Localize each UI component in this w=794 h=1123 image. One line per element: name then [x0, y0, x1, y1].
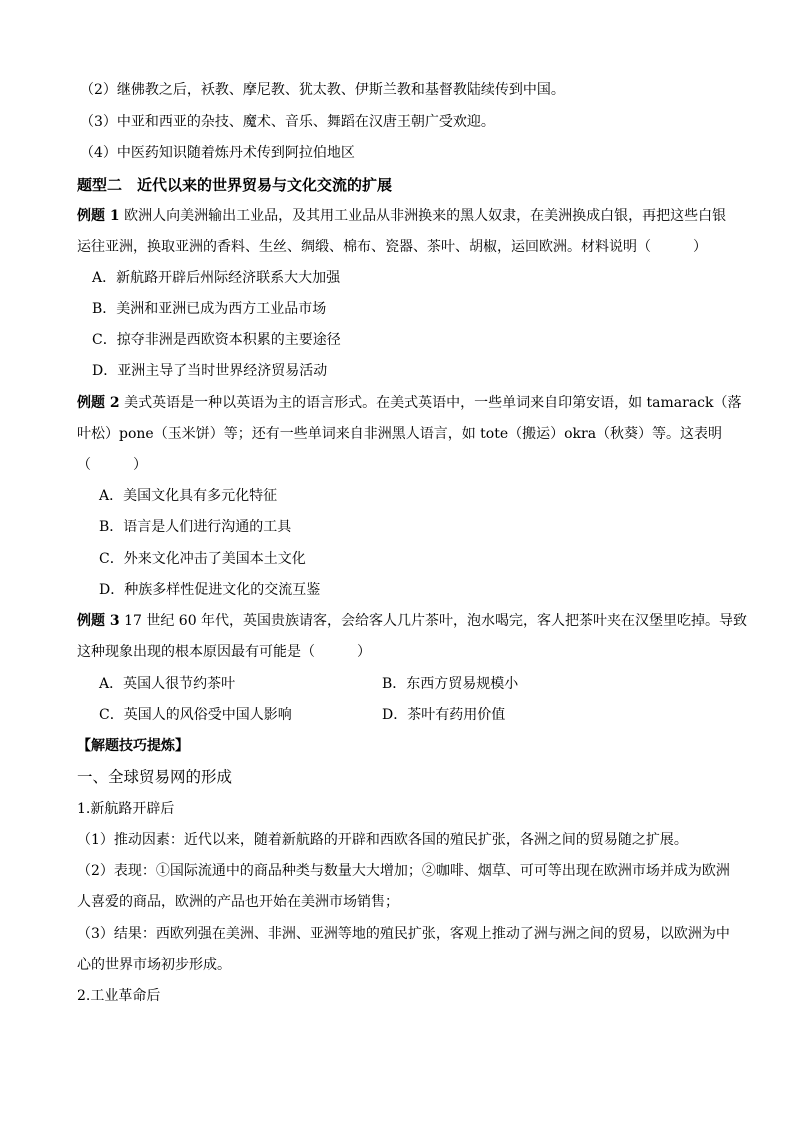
tips-point-2-line2: 人喜爱的商品，欧洲的产品也开始在美洲市场销售；	[77, 894, 399, 910]
example2-line3: （ ）	[77, 457, 147, 473]
tips-point-3-line1: （3）结果：西欧列强在美洲、非洲、亚洲等地的殖民扩张，客观上推动了洲与洲之间的贸易，以欧洲为中	[77, 926, 730, 942]
example1-line1	[77, 206, 726, 226]
example2-line2: 叶松）pone（玉米饼）等；还有一些单词来自非洲黑人语言，如 tote（搬运）okra（秋葵）等。这表明	[77, 426, 723, 442]
example1-line2: 运往亚洲，换取亚洲的香料、生丝、绸缎、棉布、瓷器、茶叶、胡椒，运回欧洲。材料说明（ ）	[77, 239, 707, 255]
example3-option-c: C．英国人的风俗受中国人影响	[99, 707, 292, 723]
example3-label: 例题 3	[77, 613, 120, 629]
prev-point-2: （2）继佛教之后，袄教、摩尼教、犹太教、伊斯兰教和基督教陆续传到中国。	[80, 82, 565, 98]
tips-point-2-line1: （2）表现：①国际流通中的商品种类与数量大大增加；②咖啡、烟草、可可等出现在欧洲市场并成为欧洲	[77, 863, 730, 879]
example3-text1: 17 世纪 60 年代，英国贵族请客，会给客人几片茶叶，泡水喝完，客人把茶叶夹在汉堡里吃掉。导致	[124, 613, 748, 629]
example2-option-a: A．美国文化具有多元化特征	[99, 488, 278, 504]
tips-point-3-line2: 心的世界市场初步形成。	[77, 957, 231, 973]
example1-label: 例题 1	[77, 208, 120, 224]
tips-subheading-1: 1.新航路开辟后	[77, 801, 175, 817]
example2-text1: 美式英语是一种以英语为主的语言形式。在美式英语中，一些单词来自印第安语，如 tamarack（落	[124, 395, 742, 411]
example3-option-a: A．英国人很节约茶叶	[99, 676, 236, 692]
example2-line1	[77, 393, 741, 413]
tips-subheading-2: 2.工业革命后	[77, 988, 161, 1004]
tips-heading-1: 一、全球贸易网的形成	[77, 768, 233, 786]
prev-point-3: （3）中亚和西亚的杂技、魔术、音乐、舞蹈在汉唐王朝广受欢迎。	[80, 114, 495, 130]
example3-line1	[77, 611, 747, 631]
example1-option-c: C．掠夺非洲是西欧资本积累的主要途径	[92, 332, 341, 348]
section-title: 题型二 近代以来的世界贸易与文化交流的扩展	[77, 176, 393, 194]
example1-option-a: A．新航路开辟后州际经济联系大大加强	[92, 270, 341, 286]
example1-option-d: D．亚洲主导了当时世界经济贸易活动	[92, 363, 328, 379]
tips-point-1: （1）推动因素：近代以来，随着新航路的开辟和西欧各国的殖民扩张，各洲之间的贸易随之扩展。	[77, 832, 688, 848]
tips-header: 【解题技巧提炼】	[77, 738, 189, 754]
example2-option-d: D．种族多样性促进文化的交流互鉴	[99, 582, 321, 598]
example1-option-b: B．美洲和亚洲已成为西方工业品市场	[92, 301, 327, 317]
example3-option-d: D．茶叶有药用价值	[382, 707, 506, 723]
example2-option-c: C．外来文化冲击了美国本土文化	[99, 551, 306, 567]
example3-option-b: B．东西方贸易规模小	[382, 676, 519, 692]
example2-option-b: B．语言是人们进行沟通的工具	[99, 519, 292, 535]
prev-point-4: （4）中医药知识随着炼丹术传到阿拉伯地区	[80, 145, 355, 161]
example2-label: 例题 2	[77, 395, 120, 411]
example1-text1: 欧洲人向美洲输出工业品，及其用工业品从非洲换来的黑人奴隶，在美洲换成白银，再把这些白银	[124, 208, 727, 224]
example3-line2: 这种现象出现的根本原因最有可能是（ ）	[77, 644, 371, 660]
